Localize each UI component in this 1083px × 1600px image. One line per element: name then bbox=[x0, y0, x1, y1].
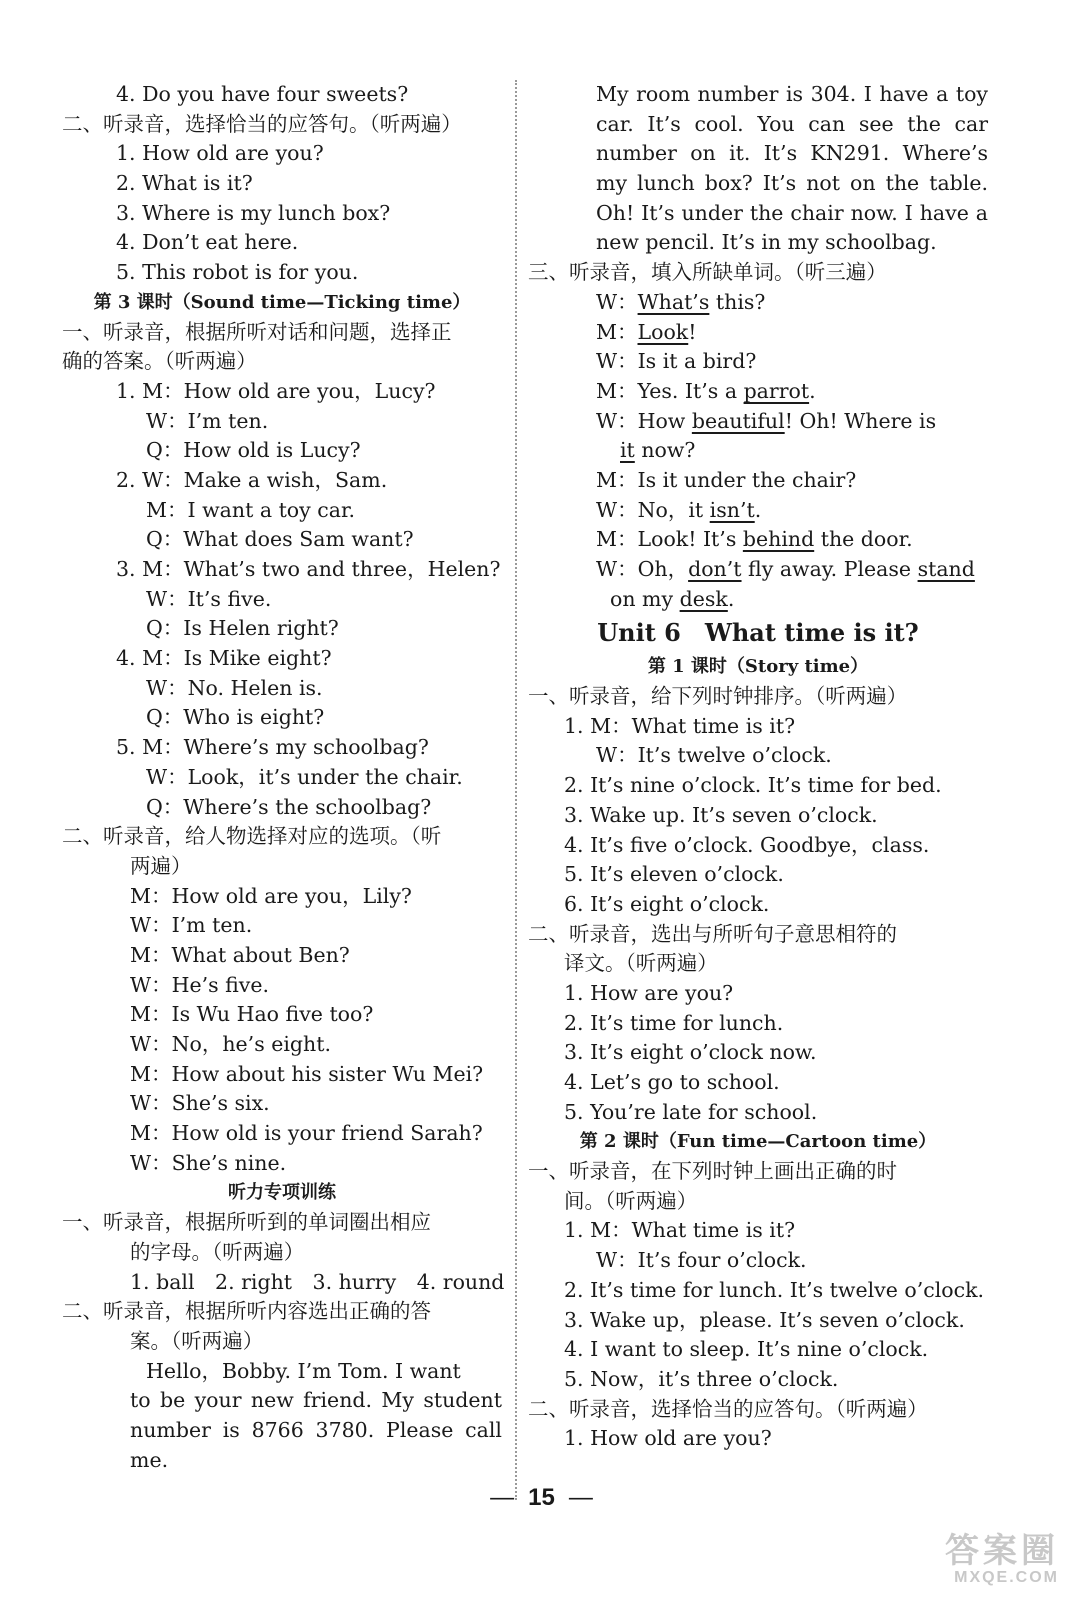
text: M：Yes. It’s a bbox=[596, 378, 744, 403]
filled-blank: stand bbox=[917, 557, 975, 581]
column-divider bbox=[515, 80, 517, 1500]
text: fly away. Please bbox=[741, 557, 918, 581]
speaker: W： bbox=[596, 289, 638, 314]
text-line: W：He’s five. bbox=[130, 972, 270, 997]
text-line: 4. Do you have four sweets? bbox=[116, 82, 409, 106]
text-line bbox=[528, 436, 988, 466]
filled-blank: parrot bbox=[743, 378, 810, 403]
lesson-heading: 第 2 课时（Fun time—Cartoon time） bbox=[579, 1131, 937, 1153]
text-line: M：How about his sister Wu Mei? bbox=[130, 1061, 484, 1086]
text-line: M：I want a toy car. bbox=[146, 497, 356, 522]
text-line: new pencil. It’s in my schoolbag. bbox=[596, 230, 937, 255]
text-line: Q：How old is Lucy? bbox=[146, 438, 361, 463]
filled-blank: Look bbox=[637, 319, 689, 344]
text-line bbox=[528, 555, 988, 585]
text-line: W：I’m ten. bbox=[130, 913, 253, 938]
text-line: 4. Let’s go to school. bbox=[564, 1070, 780, 1094]
right-column bbox=[528, 80, 988, 1454]
text-line: M：How old are you，Lily? bbox=[130, 883, 412, 908]
text-line: 5. You’re late for school. bbox=[564, 1099, 818, 1124]
text-line: W：Is it a bird? bbox=[596, 349, 757, 374]
section-heading: 一、听录音，根据所听到的单词圈出相应 bbox=[62, 1210, 431, 1235]
text: . bbox=[754, 497, 762, 522]
text-line: W：No. Helen is. bbox=[146, 675, 323, 700]
text-line: M：How old is your friend Sarah? bbox=[130, 1121, 483, 1146]
page-dash-left: — bbox=[490, 1484, 515, 1511]
watermark-logo-text: 答案圈 bbox=[945, 1532, 1059, 1570]
text: now? bbox=[634, 438, 696, 463]
text-line bbox=[528, 318, 988, 348]
text-line: 3. Wake up. It’s seven o’clock. bbox=[564, 802, 878, 827]
text-line: W：I’m ten. bbox=[146, 408, 269, 433]
text: W：No，it bbox=[596, 497, 710, 522]
text-line bbox=[528, 496, 988, 526]
text-line: number on it. It’s KN291. Where’s bbox=[596, 141, 988, 166]
lesson-heading: 听力专项训练 bbox=[228, 1182, 336, 1204]
text-line: 1. How old are you? bbox=[116, 141, 324, 166]
section-heading: 译文。（听两遍） bbox=[564, 951, 718, 976]
watermark bbox=[945, 1534, 1059, 1586]
text-line: number is 8766 3780. Please call me. bbox=[130, 1417, 502, 1472]
text-line: W：No，he’s eight. bbox=[130, 1032, 332, 1056]
filled-blank: behind bbox=[742, 527, 815, 552]
text-line: 2. It’s nine o’clock. It’s time for bed. bbox=[564, 773, 942, 798]
text-line: 5. This robot is for you. bbox=[116, 260, 359, 285]
lesson-heading: 第 3 课时（Sound time—Ticking time） bbox=[93, 291, 471, 313]
text-line: 2. It’s time for lunch. bbox=[564, 1010, 784, 1035]
left-column bbox=[62, 80, 505, 1472]
section-heading: 案。（听两遍） bbox=[130, 1328, 264, 1353]
text-line: 2. W：Make a wish，Sam. bbox=[116, 467, 388, 492]
section-heading: 二、听录音，选择恰当的应答句。（听两遍） bbox=[62, 111, 462, 136]
text-line: to be your new friend. My student bbox=[130, 1388, 502, 1413]
text-line: W：Look，it’s under the chair. bbox=[146, 764, 463, 789]
text-line: Q：Is Helen right? bbox=[146, 616, 339, 641]
text: ! bbox=[688, 319, 697, 344]
text-line: 4. It’s five o’clock. Goodbye，class. bbox=[564, 832, 930, 857]
text-line: My room number is 304. I have a toy bbox=[596, 82, 988, 106]
text-line: 4. M：Is Mike eight? bbox=[116, 646, 332, 671]
section-heading: 一、听录音，在下列时钟上画出正确的时 bbox=[528, 1159, 897, 1184]
text-line: 1. How old are you? bbox=[564, 1426, 772, 1451]
text-line bbox=[528, 525, 988, 555]
text-line: Q：Where’s the schoolbag? bbox=[146, 794, 432, 819]
text-line: Q：What does Sam want? bbox=[146, 527, 414, 552]
text-line: M：Is Wu Hao five too? bbox=[130, 1002, 374, 1027]
text-line: 2. It’s time for lunch. It’s twelve o’clock. bbox=[564, 1277, 985, 1302]
text: this? bbox=[709, 289, 766, 314]
section-heading: 二、听录音，根据所听内容选出正确的答 bbox=[62, 1299, 431, 1324]
section-heading: 一、听录音，根据所听对话和问题，选择正 bbox=[62, 319, 452, 344]
text-line: 3. Wake up，please. It’s seven o’clock. bbox=[564, 1307, 965, 1332]
text-line: Q：Who is eight? bbox=[146, 705, 325, 730]
text-line: 1. M：How old are you，Lucy? bbox=[116, 378, 436, 403]
filled-blank: it bbox=[620, 438, 635, 463]
text-line: 3. M：What’s two and three，Helen? bbox=[116, 557, 501, 581]
text-line: 1. M：What time is it? bbox=[564, 1218, 796, 1243]
filled-blank: desk bbox=[679, 586, 728, 611]
text: W：Oh， bbox=[596, 557, 689, 581]
text-line: 5. It’s eleven o’clock. bbox=[564, 862, 784, 887]
text-line: Oh! It’s under the chair now. I have a bbox=[596, 200, 988, 225]
text: ! Oh! Where is bbox=[784, 408, 937, 433]
page-number-value: 15 bbox=[528, 1484, 555, 1511]
text-line: my lunch box? It’s not on the table. bbox=[596, 171, 988, 196]
text-line: 5. M：Where’s my schoolbag? bbox=[116, 735, 429, 760]
text-line: W：She’s six. bbox=[130, 1091, 270, 1116]
text-line bbox=[528, 288, 988, 318]
text-line: 2. What is it? bbox=[116, 171, 253, 196]
section-heading: 确的答案。（听两遍） bbox=[62, 349, 257, 374]
text-line: W：It’s four o’clock. bbox=[596, 1248, 807, 1273]
text: on my bbox=[610, 586, 680, 611]
text-line: 5. Now，it’s three o’clock. bbox=[564, 1366, 839, 1391]
section-heading: 二、听录音，选出与所听句子意思相符的 bbox=[528, 921, 897, 946]
text-line bbox=[528, 407, 988, 437]
unit-title: Unit 6 What time is it? bbox=[597, 618, 919, 648]
text: . bbox=[727, 586, 735, 611]
section-heading: 三、听录音，填入所缺单词。（听三遍） bbox=[528, 260, 887, 285]
text-line: M：Is it under the chair? bbox=[596, 467, 857, 492]
watermark-url: MXQE.COM bbox=[954, 1569, 1059, 1586]
text-line: car. It’s cool. You can see the car bbox=[596, 111, 988, 136]
text: M：Look! It’s bbox=[596, 527, 743, 552]
text-line: 6. It’s eight o’clock. bbox=[564, 891, 770, 916]
text-line: W：She’s nine. bbox=[130, 1150, 287, 1175]
text: W：How bbox=[596, 408, 692, 433]
text-line: 4. I want to sleep. It’s nine o’clock. bbox=[564, 1337, 929, 1362]
page-number bbox=[0, 1484, 1083, 1512]
filled-blank: What’s bbox=[637, 289, 710, 314]
text-line bbox=[528, 585, 988, 615]
section-heading: 两遍） bbox=[130, 853, 192, 878]
section-heading: 的字母。（听两遍） bbox=[130, 1239, 305, 1264]
section-heading: 二、听录音，选择恰当的应答句。（听两遍） bbox=[528, 1396, 928, 1421]
text-line: W：It’s five. bbox=[146, 586, 272, 611]
text-line: M：What about Ben? bbox=[130, 942, 350, 967]
text-line: 3. Where is my lunch box? bbox=[116, 200, 391, 225]
page-dash-right: — bbox=[568, 1484, 593, 1511]
text-line: 1. ball 2. right 3. hurry 4. round bbox=[130, 1269, 505, 1294]
filled-blank: don’t bbox=[688, 557, 742, 581]
filled-blank: isn’t bbox=[709, 497, 755, 522]
section-heading: 二、听录音，给人物选择对应的选项。（听 bbox=[62, 824, 442, 849]
section-heading: 一、听录音，给下列时钟排序。（听两遍） bbox=[528, 684, 908, 709]
lesson-heading: 第 1 课时（Story time） bbox=[647, 656, 869, 678]
text-line: 4. Don’t eat here. bbox=[116, 230, 299, 255]
text: . bbox=[809, 378, 816, 403]
text-line: Hello，Bobby. I’m Tom. I want bbox=[146, 1358, 461, 1383]
text-line: W：It’s twelve o’clock. bbox=[596, 743, 832, 768]
text: the door. bbox=[814, 527, 913, 552]
text-line: 1. M：What time is it? bbox=[564, 713, 796, 738]
speaker: M： bbox=[596, 319, 638, 344]
section-heading: 间。（听两遍） bbox=[564, 1188, 698, 1213]
text-line: 1. How are you? bbox=[564, 980, 734, 1005]
filled-blank: beautiful bbox=[691, 408, 785, 433]
text-line bbox=[528, 377, 988, 407]
text-line: 3. It’s eight o’clock now. bbox=[564, 1040, 817, 1065]
